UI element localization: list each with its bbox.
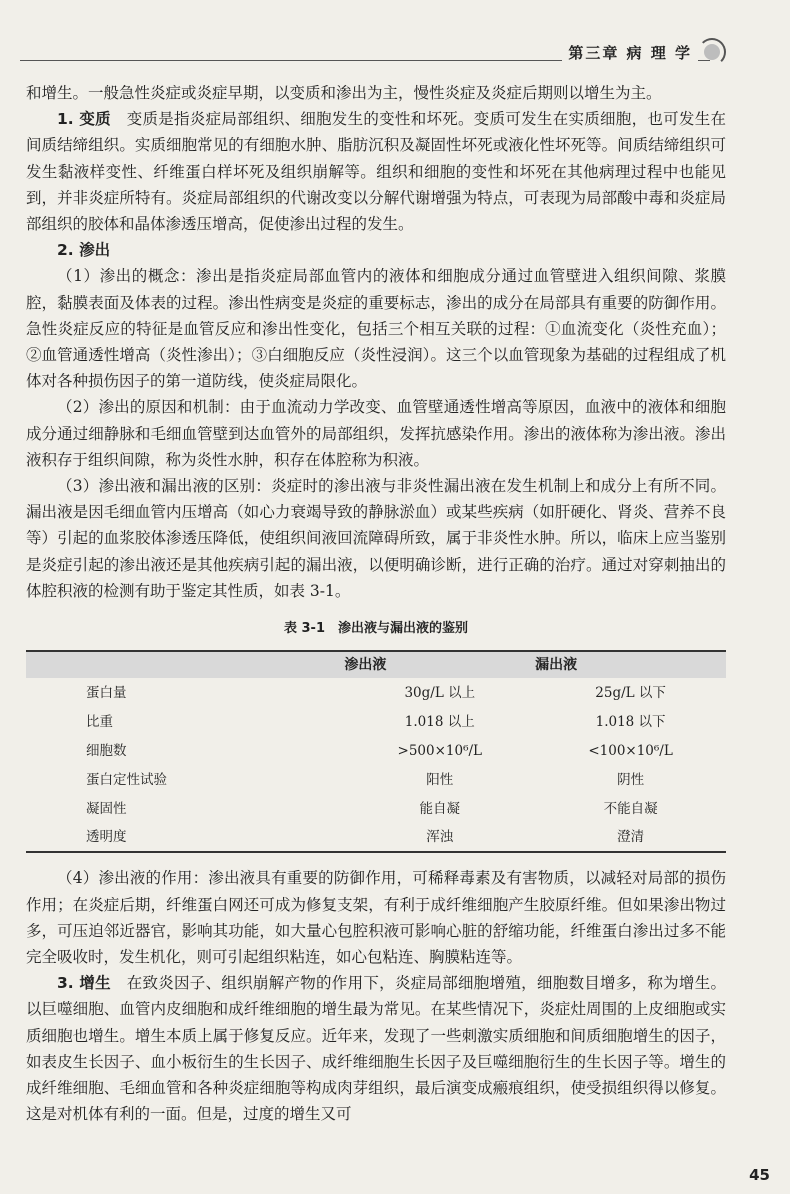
table-header-row xyxy=(26,651,726,678)
table-row xyxy=(26,678,726,707)
paragraph-exudation-concept: （1）渗出的概念：渗出是指炎症局部血管内的液体和细胞成分通过血管壁进入组织间隙、浆膜腔，黏膜表面及体表的过程。渗出性病变是炎症的重要标志，渗出的成分在局部具有重要的防御作用。急性炎症反应的特征是血管反应和渗出性变化，包括三个相互关联的过程：①血流变化（炎性充血）；②血管通透性增高（炎性渗出）；③白细胞反应（炎性浸润）。这三个以血管现象为基础的过程组成了机体对各种损伤因子的第一道防线，使炎症局限化。 xyxy=(26,267,726,391)
table-cell: 细胞数 xyxy=(86,742,127,759)
table-cell: 透明度 xyxy=(86,829,127,846)
table-cell: 蛋白量 xyxy=(86,684,127,701)
section-heading-alteration: 1. 变质 xyxy=(57,110,111,129)
section-heading-proliferation: 3. 增生 xyxy=(57,974,111,993)
page-header xyxy=(0,36,790,66)
table-cell: 25g/L 以下 xyxy=(595,684,666,701)
table-header-transudate: 漏出液 xyxy=(535,651,726,678)
table-row xyxy=(26,823,726,852)
paragraph-exudation-difference: （3）渗出液和漏出液的区别：炎症时的渗出液与非炎性漏出液在发生机制上和成分上有所不同。漏出液是因毛细血管内压增高（如心力衰竭导致的静脉淤血）或某些疾病（如肝硬化、肾炎、营养不良等）引起的血浆胶体渗透压降低，使组织间液回流障碍所致，属于非炎性水肿。所以，临床上应当鉴别是炎症引起的渗出液还是其他疾病引起的漏出液，以便明确诊断，进行正确的治疗。通过对穿刺抽出的体腔积液的检测有助于鉴定其性质，如表 3-1。 xyxy=(26,477,726,600)
table-header-exudate: 渗出液 xyxy=(344,651,535,678)
table-row xyxy=(26,736,726,765)
body-text xyxy=(26,80,726,1128)
table-cell: 1.018 以下 xyxy=(595,713,666,730)
table-cell: 能自凝 xyxy=(419,800,461,817)
table-cell: <100×10⁶/L xyxy=(588,742,673,759)
paragraph-proliferation-text: 在致炎因子、组织崩解产物的作用下，炎症局部细胞增殖，细胞数目增多，称为增生。以巨噬细胞、血管内皮细胞和成纤维细胞的增生最为常见。在某些情况下，炎症灶周围的上皮细胞或实质细胞也增生。增生本质上属于修复反应。近年来，发现了一些刺激实质细胞和间质细胞增生的因子，如表皮生长因子、血小板衍生的生长因子、成纤维细胞生长因子及巨噬细胞衍生的生长因子等。增生的成纤维细胞、毛细血管和各种炎症细胞等构成肉芽组织，最后演变成瘢痕组织，使受损组织得以修复。这是对机体有利的一面。但是，过度的增生又可 xyxy=(26,974,726,1124)
chapter-title: 第三章 病 理 学 xyxy=(562,42,698,63)
table-header-blank xyxy=(26,651,344,678)
table-cell: >500×10⁶/L xyxy=(397,742,483,759)
table-row xyxy=(26,707,726,736)
table-row xyxy=(26,765,726,794)
table-cell: 不能自凝 xyxy=(603,800,658,817)
table-cell: 阴性 xyxy=(617,771,645,788)
paragraph-intro: 和增生。一般急性炎症或炎症早期，以变质和渗出为主，慢性炎症及炎症后期则以增生为主。 xyxy=(26,84,662,102)
table-cell: 1.018 以上 xyxy=(404,713,475,730)
table-cell: 蛋白定性试验 xyxy=(86,771,167,788)
table-cell: 澄清 xyxy=(617,829,645,846)
table-cell: 比重 xyxy=(86,713,113,730)
paragraph-alteration xyxy=(26,106,726,237)
table-caption: 表 3-1 渗出液与漏出液的鉴别 xyxy=(283,621,468,637)
table-row xyxy=(26,794,726,823)
table-cell: 浑浊 xyxy=(426,829,454,846)
paragraph-alteration-text: 变质是指炎症局部组织、细胞发生的变性和坏死。变质可发生在实质细胞，也可发生在间质结缔组织。实质细胞常见的有细胞水肿、脂肪沉积及凝固性坏死或液化性坏死等。间质结缔组织可发生黏液样变性、纤维蛋白样坏死及组织崩解等。组织和细胞的变性和坏死在其他病理过程中也能见到，并非炎症所特有。炎症局部组织的代谢改变以分解代谢增强为特点，可表现为局部酸中毒和炎症局部组织的胶体和晶体渗透压增高，促使渗出过程的发生。 xyxy=(26,110,726,234)
table-cell: 凝固性 xyxy=(86,800,127,817)
paragraph-exudation-mechanism: （2）渗出的原因和机制：由于血流动力学改变、血管壁通透性增高等原因，血液中的液体和细胞成分通过细静脉和毛细血管壁到达血管外的局部组织，发挥抗感染作用。渗出的液体称为渗出液。渗出液积存于组织间隙，称为炎性水肿，积存在体腔称为积液。 xyxy=(26,398,726,469)
paragraph-exudation-function: （4）渗出液的作用：渗出液具有重要的防御作用，可稀释毒素及有害物质，以减轻对局部的损伤作用；在炎症后期，纤维蛋白网还可成为修复支架，有利于成纤维细胞产生胶原纤维。但如果渗出物过多，可压迫邻近器官，影响其功能，如大量心包腔积液可影响心脏的舒缩功能，纤维蛋白渗出过多不能完全吸收时，发生机化，则可引起组织粘连，如心包粘连、胸膜粘连等。 xyxy=(26,869,726,967)
section-heading-exudation: 2. 渗出 xyxy=(57,241,111,260)
comparison-table xyxy=(26,650,726,853)
table-cell: 阳性 xyxy=(426,771,454,788)
page-number: 45 xyxy=(749,1166,770,1184)
paragraph-proliferation xyxy=(26,970,726,1127)
table-cell: 30g/L 以上 xyxy=(404,684,476,701)
header-dot-decoration xyxy=(704,44,720,60)
